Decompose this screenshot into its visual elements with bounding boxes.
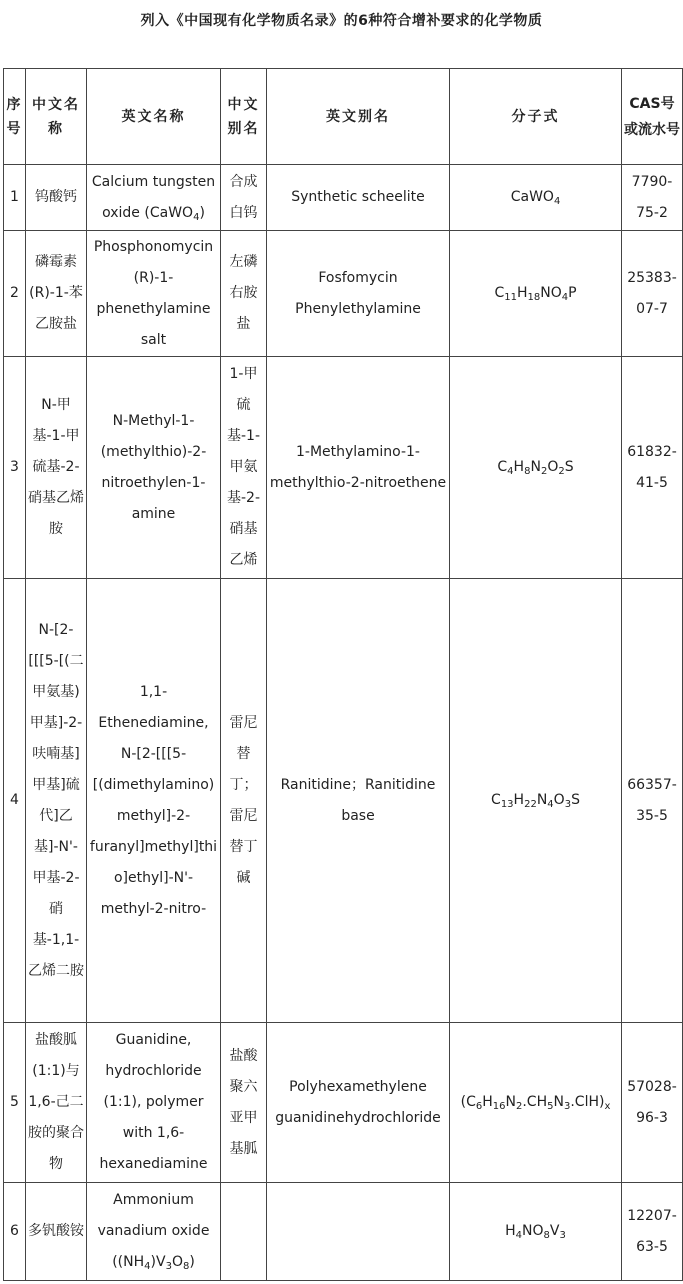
cell-en-alias: 1-Methylamino-1-methylthio-2-nitroethene [267,357,450,579]
cell-cas: 12207-63-5 [622,1183,683,1281]
chemical-table [3,68,683,1281]
cell-en-alias: Polyhexamethylene guanidinehydrochloride [267,1023,450,1183]
cell-cn-name: 磷霉素(R)-1-苯乙胺盐 [26,231,87,357]
cell-en-name: Calcium tungsten oxide (CaWO$_4$) [87,165,221,231]
cell-index: 1 [4,165,26,231]
header-cn-alias: 中文别名 [221,69,267,165]
cell-cn-alias: 雷尼替丁；雷尼替丁碱 [221,579,267,1023]
table-row [4,1023,683,1183]
cell-cn-alias: 1-甲硫基-1-甲氨基-2-硝基乙烯 [221,357,267,579]
header-en-alias: 英文别名 [267,69,450,165]
header-cn-name: 中文名称 [26,69,87,165]
cell-cn-name: 盐酸胍(1:1)与1,6-己二胺的聚合物 [26,1023,87,1183]
table-row [4,357,683,579]
cell-en-alias: Ranitidine；Ranitidine base [267,579,450,1023]
cell-cas: 66357-35-5 [622,579,683,1023]
cell-en-name: 1,1-Ethenediamine, N-[2-[[[5-[(dimethylamino)methyl]-2-furanyl]methyl]thio]ethyl]-N'-methyl-2-nitro- [87,579,221,1023]
page-title: 列入《中国现有化学物质名录》的6种符合增补要求的化学物质 [140,13,543,29]
cell-formula: CaWO$_4$ [450,165,622,231]
header-formula: 分子式 [450,69,622,165]
cell-index: 2 [4,231,26,357]
cell-cn-alias: 左磷右胺盐 [221,231,267,357]
cell-formula: $C_4H_8N_2O_2S$ [450,357,622,579]
cell-cn-name: 多钒酸铵 [26,1183,87,1281]
table-row [4,579,683,1023]
cell-formula: $C_{13}H_{22}N_4O_3S$ [450,579,622,1023]
cell-en-alias: Synthetic scheelite [267,165,450,231]
cell-en-alias: Fosfomycin Phenylethylamine [267,231,450,357]
table-row [4,165,683,231]
cell-en-name: Ammonium vanadium oxide $((NH_4)V_3O_8)$ [87,1183,221,1281]
cell-index: 6 [4,1183,26,1281]
cell-formula: $(C_6H_{16}N_2.CH_5N_3.ClH)_x$ [450,1023,622,1183]
cell-cas: 61832-41-5 [622,357,683,579]
cell-en-name: N-Methyl-1-(methylthio)-2-nitroethylen-1-amine [87,357,221,579]
cell-formula: $C_{11}H_{18}NO_4P$ [450,231,622,357]
cell-cn-name: N-[2-[[[5-[(二甲氨基)甲基]-2-呋喃基]甲基]硫代]乙基]-N'-甲基-2-硝基-1,1-乙烯二胺 [26,579,87,1023]
table-row [4,231,683,357]
cell-cas: 57028-96-3 [622,1023,683,1183]
cell-cn-alias: 合成白钨 [221,165,267,231]
table-row [4,1183,683,1281]
cell-cn-alias [221,1183,267,1281]
header-row [4,69,683,165]
header-en-name: 英文名称 [87,69,221,165]
cell-cn-name: 钨酸钙 [26,165,87,231]
header-cas: CAS号或流水号 [622,69,683,165]
cell-en-name: Phosphonomycin (R)-1-phenethylamine salt [87,231,221,357]
cell-cas: 25383-07-7 [622,231,683,357]
cell-en-name: Guanidine, hydrochloride (1:1), polymer with 1,6-hexanediamine [87,1023,221,1183]
header-index: 序号 [4,69,26,165]
cell-formula: $H_4NO_8V_3$ [450,1183,622,1281]
cell-index: 3 [4,357,26,579]
cell-cas: 7790-75-2 [622,165,683,231]
cell-en-alias [267,1183,450,1281]
cell-index: 5 [4,1023,26,1183]
cell-cn-name: N-甲基-1-甲硫基-2-硝基乙烯胺 [26,357,87,579]
cell-cn-alias: 盐酸聚六亚甲基胍 [221,1023,267,1183]
cell-index: 4 [4,579,26,1023]
